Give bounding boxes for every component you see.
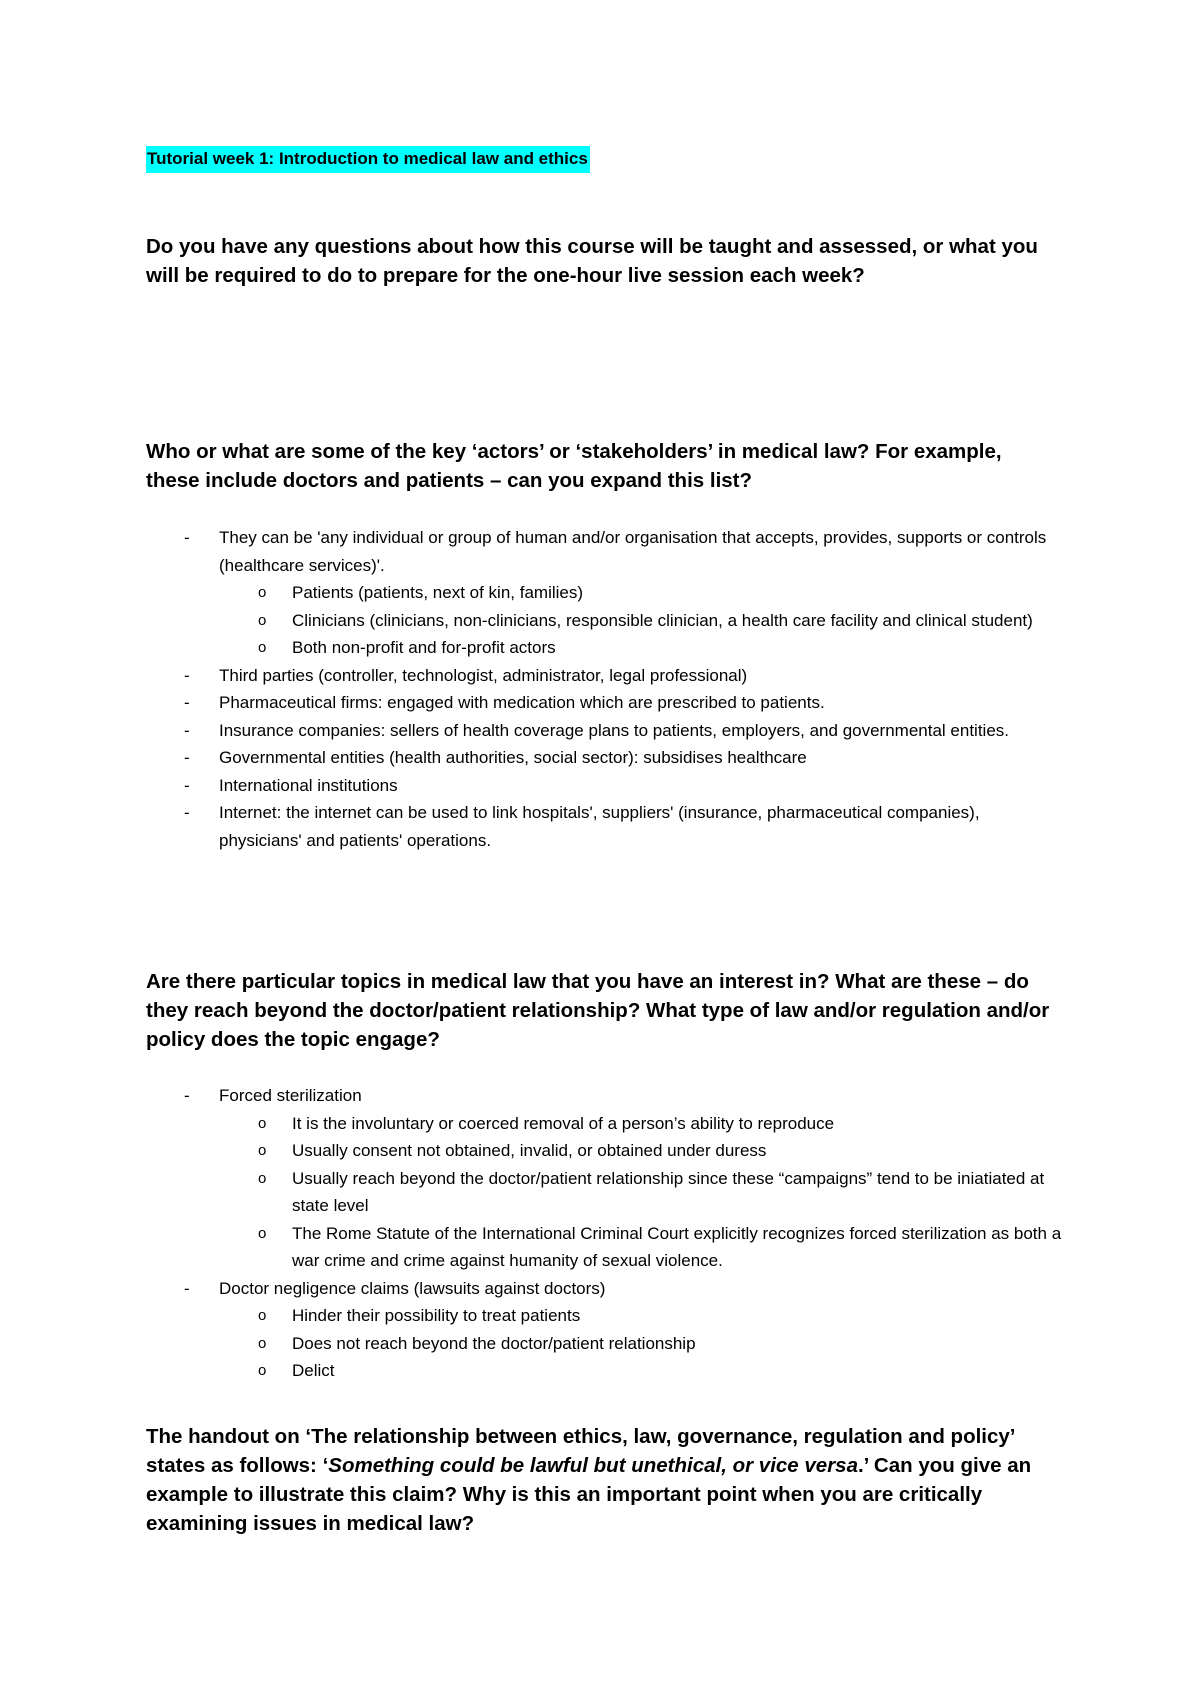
list-item-text: Patients (patients, next of kin, families) <box>292 583 584 602</box>
list-item-text: Insurance companies: sellers of health coverage plans to patients, employers, and governmental entities. <box>219 720 1010 740</box>
document-title: Tutorial week 1: Introduction to medical law and ethics <box>146 146 590 173</box>
dash-bullet: - <box>184 720 190 740</box>
list-item-text: Governmental entities (health authorities, social sector): subsidises healthcare <box>219 748 807 767</box>
circle-bullet-icon: o <box>258 1334 267 1352</box>
question-stakeholders: Who or what are some of the key ‘actors’ or ‘stakeholders’ in medical law? For example, these include doctors and patients – can you expand this list? <box>146 440 1002 492</box>
sub-list-item <box>146 634 1066 662</box>
dash-bullet: - <box>184 1086 190 1105</box>
list-item <box>146 772 1066 800</box>
list-item-text: Does not reach beyond the doctor/patient relationship <box>292 1333 696 1353</box>
dash-bullet: - <box>184 775 190 795</box>
list-item-text: Clinicians (clinicians, non-clinicians, responsible clinician, a health care facility and clinical student) <box>292 610 1033 630</box>
list-item-text: Doctor negligence claims (lawsuits against doctors) <box>219 1278 606 1298</box>
question-lawful-unethical <box>146 1422 1056 1538</box>
list-item <box>146 689 1066 717</box>
list-item-text: Both non-profit and for-profit actors <box>292 638 556 657</box>
question-text: .’ Can you give an example to illustrate this claim? Why is this an important point when you are critically examining issues in medical law? <box>146 1454 1032 1535</box>
dash-bullet: - <box>184 528 190 547</box>
sub-list-item <box>146 1357 1066 1385</box>
sub-list-item <box>146 1220 1066 1275</box>
list-item <box>146 1082 1066 1110</box>
list-item <box>146 799 1066 854</box>
sub-list-item <box>146 607 1066 635</box>
circle-bullet-icon: o <box>258 639 267 656</box>
circle-bullet-icon: o <box>258 1224 267 1242</box>
circle-bullet-icon: o <box>258 1114 267 1132</box>
list-item <box>146 744 1066 772</box>
sub-list-item <box>146 579 1066 607</box>
stakeholders-list <box>146 524 1066 854</box>
circle-bullet-icon: o <box>258 1362 267 1379</box>
sub-list-item <box>146 1137 1066 1165</box>
sub-list-item <box>146 1110 1066 1138</box>
circle-bullet-icon: o <box>258 584 267 601</box>
dash-bullet: - <box>184 665 190 685</box>
list-item-text: Hinder their possibility to treat patients <box>292 1306 581 1325</box>
list-item-text: The Rome Statute of the International Criminal Court explicitly recognizes forced sterilization as both a war crime and crime against humanity of sexual violence. <box>292 1223 1062 1270</box>
quoted-claim: Something could be lawful but unethical, or vice versa <box>328 1454 858 1477</box>
topics-list <box>146 1082 1066 1385</box>
list-item <box>146 1275 1066 1303</box>
dash-bullet: - <box>184 748 190 767</box>
list-item-text: Forced sterilization <box>219 1086 362 1105</box>
list-item <box>146 524 1066 579</box>
list-item-text: They can be 'any individual or group of human and/or organisation that accepts, provides, supports or controls (healthcare services)'. <box>219 528 1047 575</box>
question-text: The handout on ‘The relationship between ethics, law, governance, regulation and policy’ states as follows: ‘ <box>146 1425 1015 1477</box>
list-item-text: Usually reach beyond the doctor/patient relationship since these “campaigns” tend to be iniatiated at state level <box>292 1168 1045 1215</box>
list-item-text: Third parties (controller, technologist, administrator, legal professional) <box>219 665 748 685</box>
dash-bullet: - <box>184 1278 190 1298</box>
circle-bullet-icon: o <box>258 611 267 629</box>
circle-bullet-icon: o <box>258 1307 267 1324</box>
circle-bullet-icon: o <box>258 1142 267 1159</box>
circle-bullet-icon: o <box>258 1169 267 1187</box>
list-item <box>146 662 1066 690</box>
sub-list-item <box>146 1330 1066 1358</box>
list-item-text: It is the involuntary or coerced removal of a person’s ability to reproduce <box>292 1113 835 1133</box>
dash-bullet: - <box>184 693 190 712</box>
question-topics: Are there particular topics in medical law that you have an interest in? What are these – do they reach beyond the doctor/patient relationship? What type of law and/or regulation and/or policy does the topic engage? <box>146 970 1050 1051</box>
list-item-text: Usually consent not obtained, invalid, or obtained under duress <box>292 1141 767 1160</box>
sub-list-item <box>146 1165 1066 1220</box>
dash-bullet: - <box>184 803 190 822</box>
list-item <box>146 717 1066 745</box>
list-item-text: Delict <box>292 1361 335 1380</box>
list-item-text: Pharmaceutical firms: engaged with medication which are prescribed to patients. <box>219 693 825 712</box>
question-course-structure: Do you have any questions about how this course will be taught and assessed, or what you will be required to do to prepare for the one-hour live session each week? <box>146 235 1038 287</box>
list-item-text: Internet: the internet can be used to link hospitals', suppliers' (insurance, pharmaceutical companies), physicians' and patients' operations. <box>219 803 980 850</box>
sub-list-item <box>146 1302 1066 1330</box>
list-item-text: International institutions <box>219 775 398 795</box>
